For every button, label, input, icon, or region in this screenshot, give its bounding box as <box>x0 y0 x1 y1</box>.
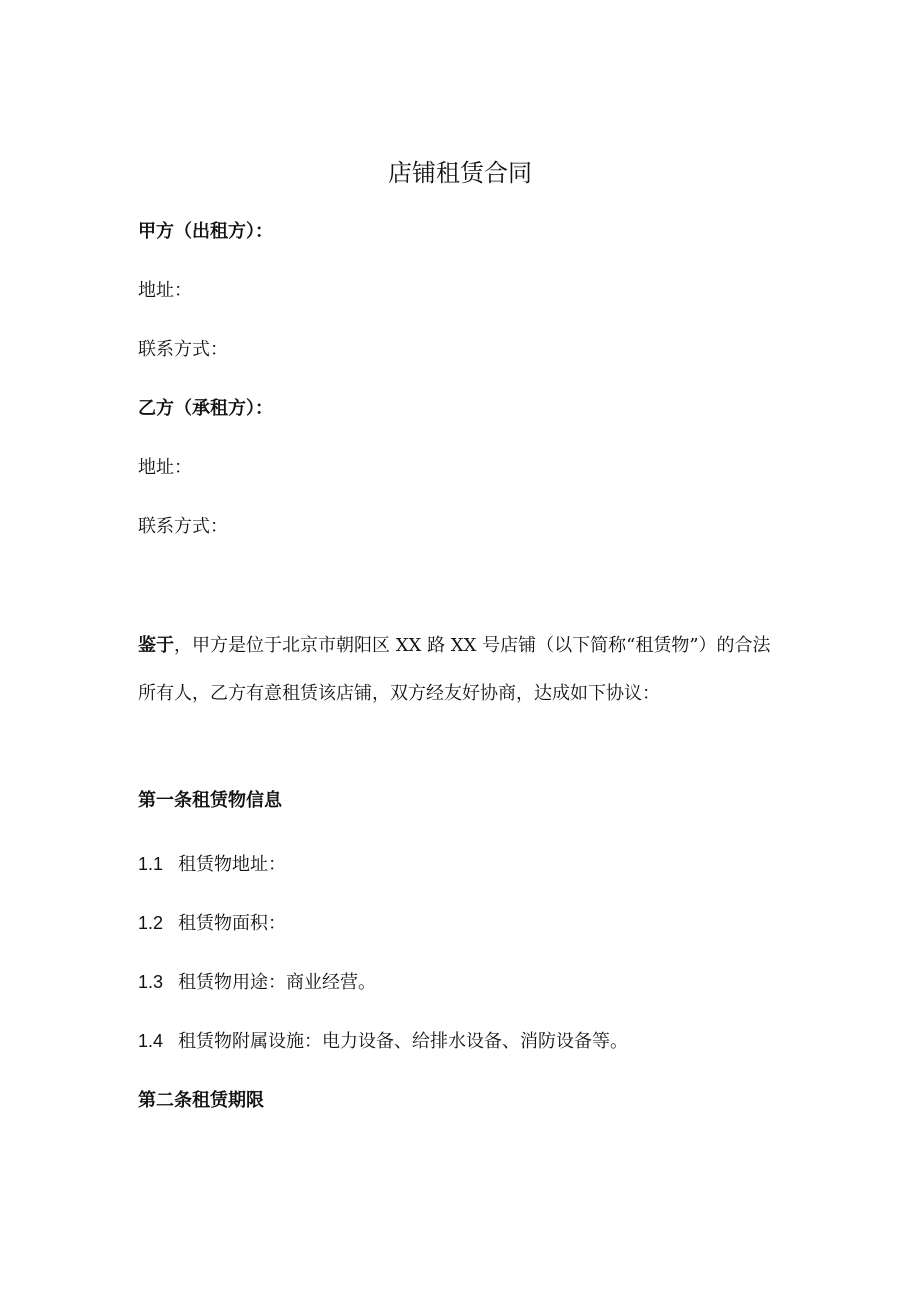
clause-number: 1.4 <box>138 1031 164 1051</box>
clause-number: 1.2 <box>138 913 164 933</box>
party-b-contact-label: 联系方式： <box>138 516 228 537</box>
document-title: 店铺租赁合同 <box>388 159 532 187</box>
clause-item <box>138 969 376 996</box>
party-a-heading: 甲方（出租方）： <box>138 221 273 242</box>
clause-item <box>138 851 286 878</box>
party-a-contact-label: 联系方式： <box>138 339 228 360</box>
clause-text: 租赁物面积： <box>178 913 286 934</box>
preamble-text: ，甲方是位于北京市朝阳区 XX 路 XX 号店铺（以下简称“租赁物”）的合法所有人，乙方有意租赁该店铺，双方经友好协商，达成如下协议： <box>138 635 771 704</box>
preamble-lead: 鉴于 <box>138 635 174 656</box>
preamble-paragraph <box>138 622 788 718</box>
clause-text: 租赁物地址： <box>178 854 286 875</box>
clause-text: 租赁物用途：商业经营。 <box>178 972 376 993</box>
party-a-address-label: 地址： <box>138 280 192 301</box>
clause-item <box>138 910 286 937</box>
party-b-heading: 乙方（承租方）： <box>138 398 273 419</box>
article-1-heading: 第一条租赁物信息 <box>138 790 282 811</box>
article-2-heading: 第二条租赁期限 <box>138 1090 264 1111</box>
party-b-address-label: 地址： <box>138 457 192 478</box>
clause-number: 1.3 <box>138 972 164 992</box>
clause-text: 租赁物附属设施：电力设备、给排水设备、消防设备等。 <box>178 1031 628 1052</box>
clause-item <box>138 1028 628 1055</box>
clause-number: 1.1 <box>138 854 164 874</box>
